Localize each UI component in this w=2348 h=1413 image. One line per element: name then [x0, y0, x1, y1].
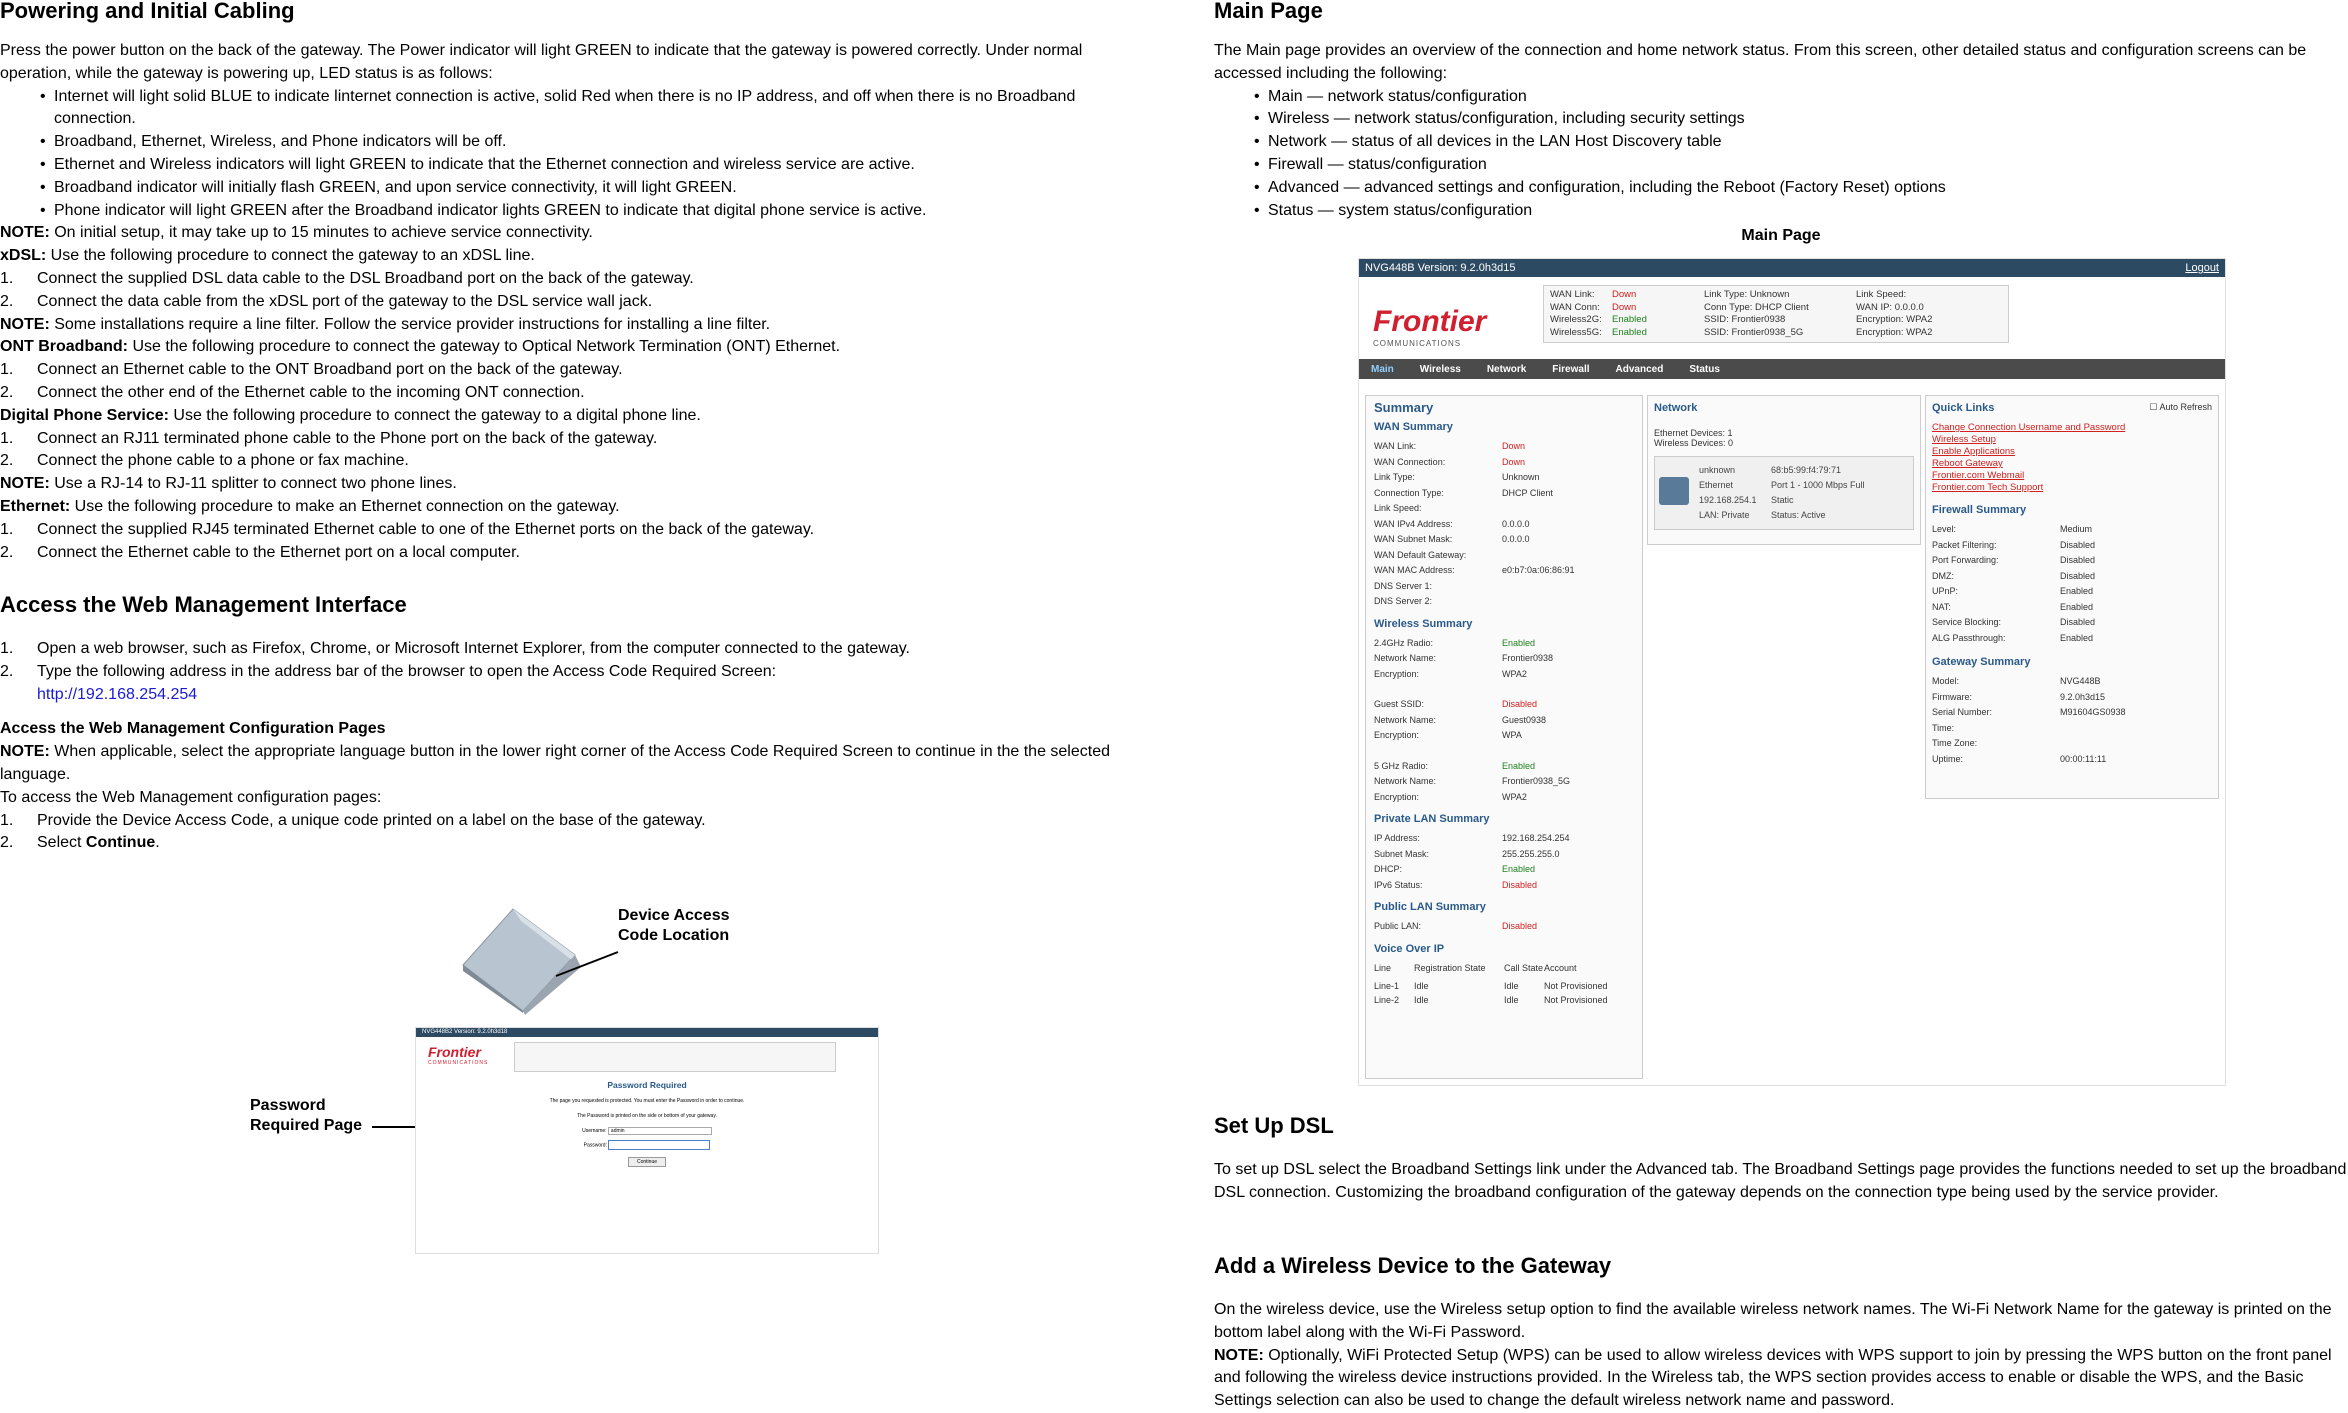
- ethernet-intro: Ethernet: Use the following procedure to make an Ethernet connection on the gateway.: [0, 497, 620, 515]
- step-number: 2.: [0, 452, 14, 470]
- kv-row: [1374, 713, 1634, 729]
- kv-row: [1932, 721, 2212, 737]
- step-text: Open a web browser, such as Firefox, Chrome, or Microsoft Internet Explorer, from the computer connected to the gateway.: [37, 640, 910, 657]
- kv-row: [1932, 631, 2212, 647]
- quick-link[interactable]: Change Connection Username and Password: [1932, 422, 2126, 433]
- kv-key: [1374, 744, 1502, 759]
- tab-network[interactable]: Network: [1486, 363, 1527, 375]
- main-status-box: [1543, 285, 2009, 343]
- kv-key: Encryption:: [1374, 668, 1420, 679]
- step-item: [0, 638, 1140, 661]
- main-bullet-list: [1214, 86, 2348, 223]
- step-item: [0, 661, 1140, 684]
- kv-key: Encryption:: [1374, 791, 1420, 802]
- voip-cell: Registration State: [1414, 962, 1486, 973]
- voip-cell: Not Provisioned: [1544, 980, 1608, 991]
- kv-value: 0.0.0.0: [1502, 534, 1530, 544]
- kv-value: 255.255.255.0: [1502, 848, 1560, 859]
- intro-paragraph: Press the power button on the back of the gateway. The Power indicator will light GREEN to indicate that the gateway is powered correctly. Under normal operation, while the gateway is powering up, LED status is as follows:: [0, 42, 1083, 82]
- kv-value: Enabled: [2060, 601, 2094, 612]
- kv-value: Enabled: [2060, 586, 2094, 596]
- pw-username-input[interactable]: admin: [608, 1127, 712, 1135]
- device-row: [1699, 463, 1865, 478]
- voip-cell: Idle: [1414, 980, 1429, 991]
- kv-key: 5 GHz Radio:: [1374, 760, 1429, 771]
- status-row: [1550, 314, 2002, 327]
- step-item: [0, 450, 1140, 473]
- device-row: [1699, 478, 1865, 493]
- to-access-text: To access the Web Management configuration pages:: [0, 788, 382, 806]
- step-item: [0, 542, 1140, 565]
- kv-key: Link Speed:: [1374, 503, 1422, 513]
- kv-value: WPA2: [1502, 791, 1527, 802]
- step-item: [0, 428, 1140, 451]
- kv-row: [1374, 847, 1634, 863]
- status-type: SSID: Frontier0938: [1704, 314, 1786, 325]
- kv-key: DMZ:: [1932, 570, 1954, 581]
- step-text: Type the following address in the address bar of the browser to open the Access Code Required Screen:: [37, 662, 777, 680]
- step-text: Connect the Ethernet cable to the Ethernet port on a local computer.: [37, 543, 520, 561]
- kv-key: Service Blocking:: [1932, 617, 2002, 627]
- status-value: Enabled: [1612, 314, 1647, 325]
- kv-value: Disabled: [2060, 617, 2096, 627]
- voip-cell: Line: [1374, 962, 1392, 973]
- kv-row: [1374, 744, 1634, 759]
- main-bullet: • Network — status of all devices in the LAN Host Discovery table: [1214, 131, 2348, 154]
- step-number: 2.: [0, 383, 14, 401]
- kv-row: [1374, 532, 1634, 548]
- kv-key: DNS Server 2:: [1374, 596, 1433, 606]
- kv-value: Disabled: [1502, 879, 1538, 890]
- summary-panel: Summary WAN Summary WAN Link: Down WAN Connection: Down Link Type: Unknown Connection Type: DHCP Client Link Speed: WAN IPv4 Address: 0.0.0.0 WAN Subnet Mask: 0.0.0.0 WAN Default Gateway: WAN MAC Address: e0:b7:0a:06:86:91 DNS Server 1: DNS Server 2: Wireless Summary 2.4GHz Radio: Enabled Network Name: Frontier0938 Encryption: WPA2 Guest SSID: Disabled Network Name: Guest0938 Encryption: WPA 5 GHz Radio: Enabled Network Name: Frontier0938_5G Encryption: WPA2 Private LAN Summary IP Address: 192.168.254.254 Subnet Mask: 255.255.255.0 DHCP: Enabled IPv6 Status: Disabled Public LAN Summary Public LAN: Disabled Voice Over IP Line Registration State Call State Account Line-1 Idle Idle Not Provisioned Line-2 Idle Idle Not Provisioned: [1365, 395, 1643, 1079]
- device-row: [1699, 508, 1865, 523]
- device-entry[interactable]: [1654, 456, 1914, 530]
- device-value: 68:b5:99:f4:79:71: [1771, 465, 1842, 475]
- kv-row: [1374, 594, 1634, 610]
- kv-row: [1374, 548, 1634, 564]
- status-row: [1550, 289, 2002, 302]
- kv-key: Level:: [1932, 524, 1957, 534]
- step-text: Connect the phone cable to a phone or fax machine.: [37, 452, 409, 470]
- status-label: Wireless2G:: [1550, 314, 1602, 325]
- kv-value: Frontier0938_5G: [1502, 776, 1571, 786]
- kv-key: Packet Filtering:: [1932, 539, 1997, 550]
- kv-row: [1932, 538, 2212, 554]
- kv-row: [1932, 600, 2212, 616]
- kv-row: [1932, 736, 2212, 752]
- web-section: [0, 638, 1140, 855]
- kv-row: [1374, 667, 1634, 683]
- kv-value: WPA: [1502, 730, 1522, 740]
- main-bullet: • Firewall — status/configuration: [1214, 154, 2348, 177]
- step-number: 1.: [0, 640, 14, 657]
- kv-value: Disabled: [2060, 570, 2096, 581]
- kv-row: [1374, 697, 1634, 713]
- main-bullet: • Advanced — advanced settings and configuration, including the Reboot (Factory Reset) options: [1214, 177, 2348, 200]
- led-bullet-list: [0, 86, 1140, 223]
- password-page-callout: Password Required Page: [250, 1097, 363, 1134]
- main-bullet: • Status — system status/configuration: [1214, 200, 2348, 223]
- computer-icon: [1659, 477, 1689, 505]
- step-text: Connect the other end of the Ethernet cable to the incoming ONT connection.: [37, 383, 585, 401]
- kv-key: Firmware:: [1932, 691, 1972, 702]
- pw-topbar: NVG448B2 Version: 9.2.0h3d18: [416, 1028, 878, 1037]
- tab-main[interactable]: Main: [1371, 363, 1394, 375]
- status-value: Down: [1612, 289, 1637, 300]
- pw-status-box: [514, 1042, 836, 1072]
- kv-key: Time:: [1932, 722, 1955, 733]
- kv-key: ALG Passthrough:: [1932, 632, 2006, 643]
- device-key: 192.168.254.1: [1699, 495, 1757, 505]
- kv-key: Subnet Mask:: [1374, 848, 1430, 859]
- access-step-1: 1. Provide the Device Access Code, a unique code printed on a label on the base of the gateway.: [0, 811, 706, 829]
- web-steps: [0, 638, 1140, 684]
- status-extra: Link Speed:: [1856, 289, 1907, 300]
- kv-row: [1374, 862, 1634, 878]
- kv-key: WAN Subnet Mask:: [1374, 534, 1453, 544]
- kv-value: M91604GS0938: [2060, 707, 2126, 717]
- quick-links-panel: Quick Links ☐ Auto Refresh Change Connection Username and Password Wireless Setup Enable Applications Reboot Gateway Frontier.com Webmail Frontier.com Tech Support Firewall Summary Level: Medium Packet Filtering: Disabled Port Forwarding: Disabled DMZ: Disabled UPnP: Enabled NAT: Enabled Service Blocking: Disabled ALG Passthrough: Enabled Gateway Summary Model: NVG448B Firmware: 9.2.0h3d15 Serial Number: M91604GS0938 Time: Time Zone: Uptime: 00:00:11:11: [1925, 395, 2219, 799]
- kv-value: Down: [1502, 456, 1526, 467]
- tab-wireless[interactable]: Wireless: [1419, 363, 1461, 375]
- kv-value: e0:b7:0a:06:86:91: [1502, 565, 1575, 575]
- kv-key: Model:: [1932, 676, 1960, 686]
- step-number: 2.: [0, 662, 14, 680]
- device-access-callout: Device Access Code Location: [618, 907, 730, 944]
- main-intro: The Main page provides an overview of the connection and home network status. From this screen, other detailed status and configuration screens can be accessed including the following:: [1214, 42, 2307, 82]
- device-row: [1699, 493, 1865, 508]
- pw-logo: Frontier COMMUNICATIONS: [428, 1044, 489, 1066]
- pw-continue-button[interactable]: Continue: [628, 1157, 666, 1167]
- voip-cell: Line-1: [1374, 980, 1400, 991]
- kv-value: 9.2.0h3d15: [2060, 691, 2106, 702]
- kv-value: Enabled: [2060, 632, 2094, 643]
- voip-row: [1374, 993, 1634, 1007]
- kv-row: [1374, 636, 1634, 652]
- tab-advanced[interactable]: Advanced: [1615, 363, 1664, 375]
- step-item: [0, 359, 1140, 382]
- kv-key: Guest SSID:: [1374, 699, 1425, 709]
- kv-row: [1374, 517, 1634, 533]
- step-text: Connect the supplied RJ45 terminated Ethernet cable to one of the Ethernet ports on the back of the gateway.: [37, 520, 815, 538]
- step-text: Connect an RJ11 terminated phone cable to the Phone port on the back of the gateway.: [37, 429, 658, 447]
- step-item: [0, 519, 1140, 542]
- kv-key: WAN MAC Address:: [1374, 565, 1455, 575]
- device-value: Status: Active: [1771, 510, 1826, 520]
- access-step-2: 2. Select Continue.: [0, 834, 160, 852]
- device-key: LAN: Private: [1699, 510, 1750, 520]
- led-bullet: • Broadband, Ethernet, Wireless, and Phone indicators will be off.: [0, 131, 1140, 154]
- note-filter: NOTE: Some installations require a line filter. Follow the service provider instructions for installing a line filter.: [0, 315, 771, 333]
- kv-key: Encryption:: [1374, 730, 1420, 740]
- kv-key: Network Name:: [1374, 653, 1437, 663]
- kv-key: 2.4GHz Radio:: [1374, 637, 1434, 648]
- kv-row: [1374, 919, 1634, 935]
- kv-key: WAN Link:: [1374, 441, 1417, 451]
- device-value: Static: [1771, 495, 1794, 505]
- kv-key: Uptime:: [1932, 753, 1964, 764]
- voip-cell: Idle: [1504, 980, 1519, 991]
- main-page-screenshot: [1358, 258, 2226, 1086]
- step-text: Connect an Ethernet cable to the ONT Broadband port on the back of the gateway.: [37, 361, 623, 379]
- kv-key: WAN Connection:: [1374, 456, 1446, 467]
- voip-cell: Idle: [1414, 994, 1429, 1005]
- config-pages-heading: Access the Web Management Configuration Pages: [0, 720, 386, 738]
- main-navbar: [1359, 359, 2225, 379]
- kv-key: Connection Type:: [1374, 487, 1444, 498]
- led-bullet: • Internet will light solid BLUE to indicate linternet connection is active, solid Red when there is no IP address, and off when there is no Broadband connection.: [0, 86, 1140, 132]
- ont-intro: ONT Broadband: Use the following procedure to connect the gateway to Optical Network Termination (ONT) Ethernet.: [0, 338, 841, 356]
- kv-value: DHCP Client: [1502, 487, 1553, 498]
- kv-value: Frontier0938: [1502, 653, 1554, 663]
- status-type: Conn Type: DHCP Client: [1704, 301, 1809, 313]
- note-language: NOTE: When applicable, select the appropriate language button in the lower right corner of the Access Code Required Screen to continue in the the selected language.: [0, 743, 1110, 783]
- step-number: 1.: [0, 429, 14, 447]
- heading-main-page: Main Page: [1214, 0, 1323, 23]
- kv-key: DHCP:: [1374, 864, 1403, 874]
- phone-intro: Digital Phone Service: Use the following procedure to connect the gateway to a digital phone line.: [0, 406, 701, 424]
- step-number: 1.: [0, 520, 14, 538]
- kv-row: [1932, 584, 2212, 600]
- step-number: 2.: [0, 292, 14, 310]
- kv-key: Public LAN:: [1374, 921, 1422, 931]
- heading-add-wireless: Add a Wireless Device to the Gateway: [1214, 1253, 1612, 1278]
- kv-key: [1374, 682, 1502, 697]
- led-bullet: • Ethernet and Wireless indicators will light GREEN to indicate that the Ethernet connection and wireless service are active.: [0, 154, 1140, 177]
- heading-setup-dsl: Set Up DSL: [1214, 1113, 1334, 1138]
- device-key: unknown: [1699, 465, 1736, 475]
- kv-key: UPnP:: [1932, 586, 1959, 596]
- kv-row: [1374, 501, 1634, 517]
- voip-header: [1374, 961, 1634, 975]
- step-number: 2.: [0, 543, 14, 561]
- figure-caption: Main Page: [1741, 227, 1821, 244]
- kv-value: Disabled: [2060, 555, 2096, 565]
- kv-value: 192.168.254.254: [1502, 833, 1570, 843]
- kv-row: [1374, 774, 1634, 790]
- kv-key: IP Address:: [1374, 833, 1420, 843]
- status-row: [1550, 302, 2002, 315]
- quick-link[interactable]: Enable Applications: [1932, 446, 2015, 457]
- device-value: Port 1 - 1000 Mbps Full: [1771, 480, 1865, 490]
- step-number: 1.: [0, 361, 14, 379]
- voip-cell: Not Provisioned: [1544, 994, 1608, 1005]
- pw-body: Password Required The page you requested is protected. You must enter the Password in order to continue. The Password is printed on the side or bottom of your gateway. Username: admin Password: Continue: [549, 1080, 745, 1165]
- ethernet-steps: [0, 519, 1140, 565]
- kv-key: WAN Default Gateway:: [1374, 549, 1467, 560]
- kv-value: Enabled: [1502, 760, 1536, 771]
- kv-value: Enabled: [1502, 864, 1536, 874]
- kv-value: Unknown: [1502, 472, 1540, 482]
- status-type: SSID: Frontier0938_5G: [1704, 326, 1804, 338]
- quick-link[interactable]: Reboot Gateway: [1932, 458, 2003, 469]
- main-logo: Frontier COMMUNICATIONS: [1373, 305, 1487, 348]
- note-splitter: NOTE: Use a RJ-14 to RJ-11 splitter to connect two phone lines.: [0, 475, 457, 493]
- kv-row: [1374, 455, 1634, 471]
- logout-link[interactable]: Logout: [2185, 262, 2219, 274]
- kv-row: [1374, 728, 1634, 744]
- status-value: Down: [1612, 301, 1637, 313]
- kv-row: [1932, 615, 2212, 631]
- kv-value: Down: [1502, 441, 1526, 451]
- voip-cell: Account: [1544, 962, 1577, 973]
- device-key: Ethernet: [1699, 480, 1734, 490]
- step-item: [0, 382, 1140, 405]
- router-url[interactable]: http://192.168.254.254: [37, 685, 198, 703]
- kv-key: DNS Server 1:: [1374, 580, 1433, 591]
- kv-value: Enabled: [1502, 637, 1536, 648]
- kv-row: [1932, 705, 2212, 721]
- voip-cell: Call State: [1504, 962, 1544, 973]
- kv-value: Disabled: [1502, 699, 1538, 709]
- dsl-paragraph: To set up DSL select the Broadband Settings link under the Advanced tab. The Broadband Settings page provides the functions needed to set up the broadband DSL connection. Customizing the broadband configuration of the gateway depends on the connection type being used by the service provider.: [1214, 1161, 2347, 1201]
- main-bullet: • Main — network status/configuration: [1214, 86, 2348, 109]
- kv-key: Time Zone:: [1932, 738, 1978, 748]
- status-row: [1550, 327, 2002, 340]
- kv-row: [1932, 752, 2212, 768]
- main-page-section: [1214, 40, 2348, 222]
- kv-key: NAT:: [1932, 601, 1951, 612]
- kv-value: NVG448B: [2060, 676, 2101, 686]
- kv-row: [1374, 651, 1634, 667]
- quick-link[interactable]: Wireless Setup: [1932, 434, 1996, 445]
- kv-row: [1374, 831, 1634, 847]
- kv-value: Guest0938: [1502, 714, 1547, 725]
- led-bullet: • Broadband indicator will initially flash GREEN, and upon service connectivity, it will light GREEN.: [0, 177, 1140, 200]
- phone-steps: [0, 428, 1140, 474]
- pw-password-input[interactable]: [608, 1140, 710, 1150]
- xdsl-steps: [0, 268, 1140, 314]
- kv-key: WAN IPv4 Address:: [1374, 518, 1453, 529]
- heading-powering: Powering and Initial Cabling: [0, 0, 295, 23]
- kv-value: WPA2: [1502, 668, 1527, 679]
- quick-link[interactable]: Frontier.com Tech Support: [1932, 482, 2044, 493]
- kv-key: Network Name:: [1374, 714, 1437, 725]
- kv-row: [1374, 486, 1634, 502]
- kv-row: [1374, 682, 1634, 697]
- kv-value: 0.0.0.0: [1502, 518, 1530, 529]
- voip-cell: Line-2: [1374, 994, 1400, 1005]
- heading-web-management: Access the Web Management Interface: [0, 592, 407, 617]
- kv-row: [1374, 470, 1634, 486]
- kv-row: [1374, 439, 1634, 455]
- network-panel: Network Ethernet Devices: 1 Wireless Devices: 0 unknown 68:b5:99:f4:79:71 Ethernet Port 1 - 1000 Mbps Full 192.168.254.1 Static LAN: Private Status: Active: [1647, 395, 1921, 545]
- tab-firewall[interactable]: Firewall: [1552, 363, 1590, 375]
- voip-row: [1374, 979, 1634, 993]
- powering-section: [0, 40, 1140, 564]
- tab-status[interactable]: Status: [1689, 363, 1720, 375]
- kv-key: Serial Number:: [1932, 707, 1993, 717]
- status-extra: WAN IP: 0.0.0.0: [1856, 301, 1924, 313]
- step-item: [0, 268, 1140, 291]
- wireless-section: [1214, 1299, 2348, 1413]
- step-text: Connect the data cable from the xDSL port of the gateway to the DSL service wall jack.: [37, 292, 653, 310]
- status-label: WAN Conn:: [1550, 301, 1600, 313]
- kv-key: IPv6 Status:: [1374, 879, 1423, 890]
- wifi-paragraph: On the wireless device, use the Wireless setup option to find the available wireless network names. The Wi-Fi Network Name for the gateway is printed on the bottom label along with the Wi-Fi Password.: [1214, 1301, 2332, 1341]
- status-extra: Encryption: WPA2: [1856, 326, 1933, 338]
- status-label: Wireless5G:: [1550, 326, 1602, 338]
- kv-value: 00:00:11:11: [2060, 753, 2107, 764]
- kv-row: [1932, 522, 2212, 538]
- kv-value: Disabled: [2060, 539, 2096, 550]
- kv-key: Network Name:: [1374, 776, 1437, 786]
- auto-refresh-checkbox[interactable]: ☐ Auto Refresh: [2149, 402, 2212, 412]
- password-required-screenshot: [415, 1027, 879, 1254]
- kv-row: [1374, 563, 1634, 579]
- kv-row: [1374, 790, 1634, 806]
- quick-link[interactable]: Frontier.com Webmail: [1932, 470, 2025, 481]
- main-topbar: NVG448B Version: 9.2.0h3d15 Logout: [1359, 259, 2225, 277]
- note-setup: NOTE: On initial setup, it may take up to 15 minutes to achieve service connectivity.: [0, 224, 593, 242]
- step-number: 1.: [0, 269, 14, 287]
- status-label: WAN Link:: [1550, 289, 1595, 300]
- led-bullet: • Phone indicator will light GREEN after the Broadband indicator lights GREEN to indicate that digital phone service is active.: [0, 200, 1140, 223]
- ont-steps: [0, 359, 1140, 405]
- wps-note: NOTE: Optionally, WiFi Protected Setup (WPS) can be used to allow wireless devices with WPS support to join by pressing the WPS button on the front panel and following the wireless device instructions provided. In the Wireless tab, the WPS section provides access to enable or disable the WPS, and the Basic Settings selection can also be used to change the default wireless network name and password.: [1214, 1346, 2332, 1410]
- kv-row: [1932, 690, 2212, 706]
- kv-row: [1374, 759, 1634, 775]
- kv-value: Disabled: [1502, 921, 1538, 931]
- kv-row: [1374, 579, 1634, 595]
- kv-row: [1932, 569, 2212, 585]
- status-extra: Encryption: WPA2: [1856, 314, 1933, 325]
- xdsl-intro: xDSL: Use the following procedure to connect the gateway to an xDSL line.: [0, 247, 535, 265]
- kv-row: [1374, 878, 1634, 894]
- kv-row: [1932, 553, 2212, 569]
- kv-row: [1932, 674, 2212, 690]
- kv-key: Link Type:: [1374, 472, 1415, 482]
- status-value: Enabled: [1612, 326, 1647, 338]
- step-item: [0, 291, 1140, 314]
- kv-key: Port Forwarding:: [1932, 555, 1999, 565]
- main-bullet: • Wireless — network status/configuration, including security settings: [1214, 108, 2348, 131]
- voip-cell: Idle: [1504, 994, 1519, 1005]
- step-text: Connect the supplied DSL data cable to the DSL Broadband port on the back of the gateway.: [37, 269, 694, 287]
- kv-value: Medium: [2060, 524, 2093, 534]
- status-type: Link Type: Unknown: [1704, 289, 1790, 300]
